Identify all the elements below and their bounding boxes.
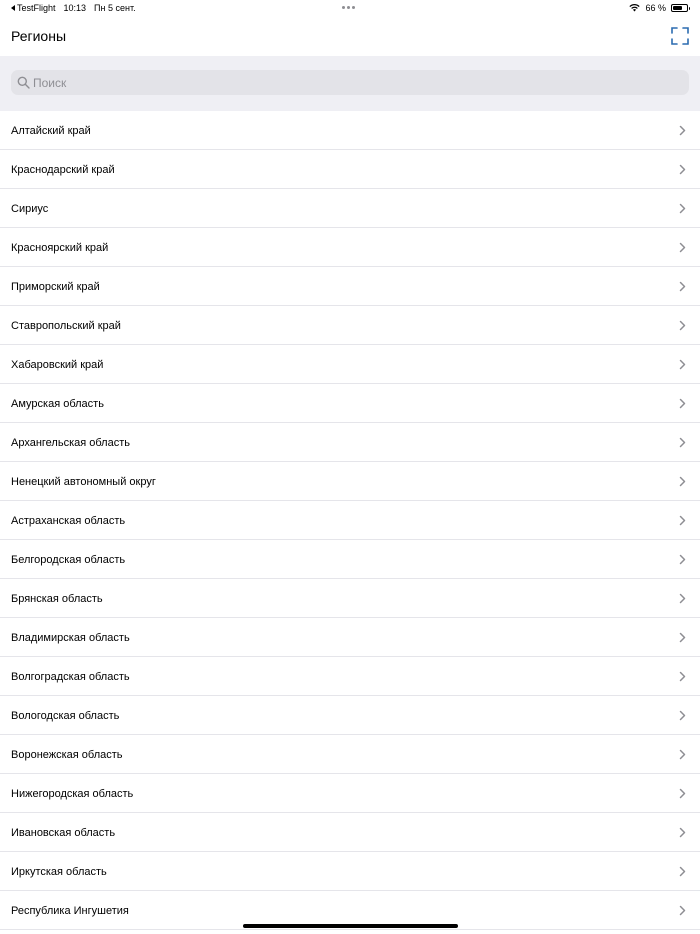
region-label: Амурская область bbox=[11, 397, 104, 410]
status-bar bbox=[0, 0, 700, 16]
chevron-right-icon bbox=[679, 827, 686, 838]
chevron-right-icon bbox=[679, 437, 686, 448]
chevron-right-icon bbox=[679, 359, 686, 370]
list-item[interactable] bbox=[0, 774, 700, 813]
list-item[interactable] bbox=[0, 735, 700, 774]
back-arrow-icon bbox=[11, 5, 15, 11]
list-item[interactable] bbox=[0, 813, 700, 852]
region-label: Ненецкий автономный округ bbox=[11, 475, 156, 488]
list-item[interactable] bbox=[0, 618, 700, 657]
region-label: Алтайский край bbox=[11, 124, 91, 137]
region-label: Сириус bbox=[11, 202, 49, 215]
chevron-right-icon bbox=[679, 476, 686, 487]
search-input[interactable] bbox=[33, 76, 653, 90]
list-item[interactable] bbox=[0, 111, 700, 150]
region-list bbox=[0, 111, 700, 930]
search-icon bbox=[17, 76, 30, 89]
expand-button[interactable] bbox=[670, 26, 690, 46]
chevron-right-icon bbox=[679, 281, 686, 292]
chevron-right-icon bbox=[679, 788, 686, 799]
wifi-icon bbox=[629, 4, 640, 12]
list-item[interactable] bbox=[0, 657, 700, 696]
status-time: 10:13 bbox=[63, 3, 87, 13]
list-item[interactable] bbox=[0, 189, 700, 228]
chevron-right-icon bbox=[679, 866, 686, 877]
list-item[interactable] bbox=[0, 540, 700, 579]
list-item[interactable] bbox=[0, 852, 700, 891]
chevron-right-icon bbox=[679, 164, 686, 175]
list-item[interactable] bbox=[0, 696, 700, 735]
list-item[interactable] bbox=[0, 579, 700, 618]
region-label: Архангельская область bbox=[11, 436, 130, 449]
region-label: Волгоградская область bbox=[11, 670, 130, 683]
chevron-right-icon bbox=[679, 554, 686, 565]
region-label: Воронежская область bbox=[11, 748, 123, 761]
region-label: Приморский край bbox=[11, 280, 100, 293]
list-item[interactable] bbox=[0, 423, 700, 462]
chevron-right-icon bbox=[679, 398, 686, 409]
list-item[interactable] bbox=[0, 306, 700, 345]
list-item[interactable] bbox=[0, 384, 700, 423]
list-item[interactable] bbox=[0, 345, 700, 384]
region-label: Брянская область bbox=[11, 592, 103, 605]
search-field[interactable] bbox=[11, 70, 689, 95]
chevron-right-icon bbox=[679, 671, 686, 682]
region-label: Ставропольский край bbox=[11, 319, 121, 332]
battery-icon bbox=[671, 4, 688, 12]
chevron-right-icon bbox=[679, 593, 686, 604]
list-item[interactable] bbox=[0, 150, 700, 189]
list-item[interactable] bbox=[0, 462, 700, 501]
region-label: Нижегородская область bbox=[11, 787, 134, 800]
list-item[interactable] bbox=[0, 501, 700, 540]
region-label: Владимирская область bbox=[11, 631, 130, 644]
list-item[interactable] bbox=[0, 267, 700, 306]
region-label: Белгородская область bbox=[11, 553, 126, 566]
region-label: Вологодская область bbox=[11, 709, 120, 722]
region-label: Астраханская область bbox=[11, 514, 126, 527]
region-label: Красноярский край bbox=[11, 241, 109, 254]
chevron-right-icon bbox=[679, 125, 686, 136]
chevron-right-icon bbox=[679, 203, 686, 214]
navigation-bar bbox=[0, 16, 700, 56]
back-to-app-link[interactable] bbox=[11, 3, 56, 13]
page-title: Регионы bbox=[11, 28, 67, 44]
search-bar-container bbox=[0, 56, 700, 111]
region-label: Ивановская область bbox=[11, 826, 116, 839]
chevron-right-icon bbox=[679, 515, 686, 526]
battery-percent: 66 % bbox=[645, 3, 666, 13]
chevron-right-icon bbox=[679, 320, 686, 331]
chevron-right-icon bbox=[679, 749, 686, 760]
multitasking-dots-icon[interactable] bbox=[342, 6, 355, 9]
expand-corners-icon bbox=[670, 26, 690, 46]
chevron-right-icon bbox=[679, 632, 686, 643]
region-label: Хабаровский край bbox=[11, 358, 104, 371]
region-label: Иркутская область bbox=[11, 865, 107, 878]
chevron-right-icon bbox=[679, 710, 686, 721]
chevron-right-icon bbox=[679, 242, 686, 253]
region-label: Республика Ингушетия bbox=[11, 904, 129, 917]
chevron-right-icon bbox=[679, 905, 686, 916]
home-indicator[interactable] bbox=[243, 924, 458, 928]
list-item[interactable] bbox=[0, 228, 700, 267]
back-app-label: TestFlight bbox=[17, 3, 56, 13]
status-date: Пн 5 сент. bbox=[94, 3, 136, 13]
region-label: Краснодарский край bbox=[11, 163, 115, 176]
